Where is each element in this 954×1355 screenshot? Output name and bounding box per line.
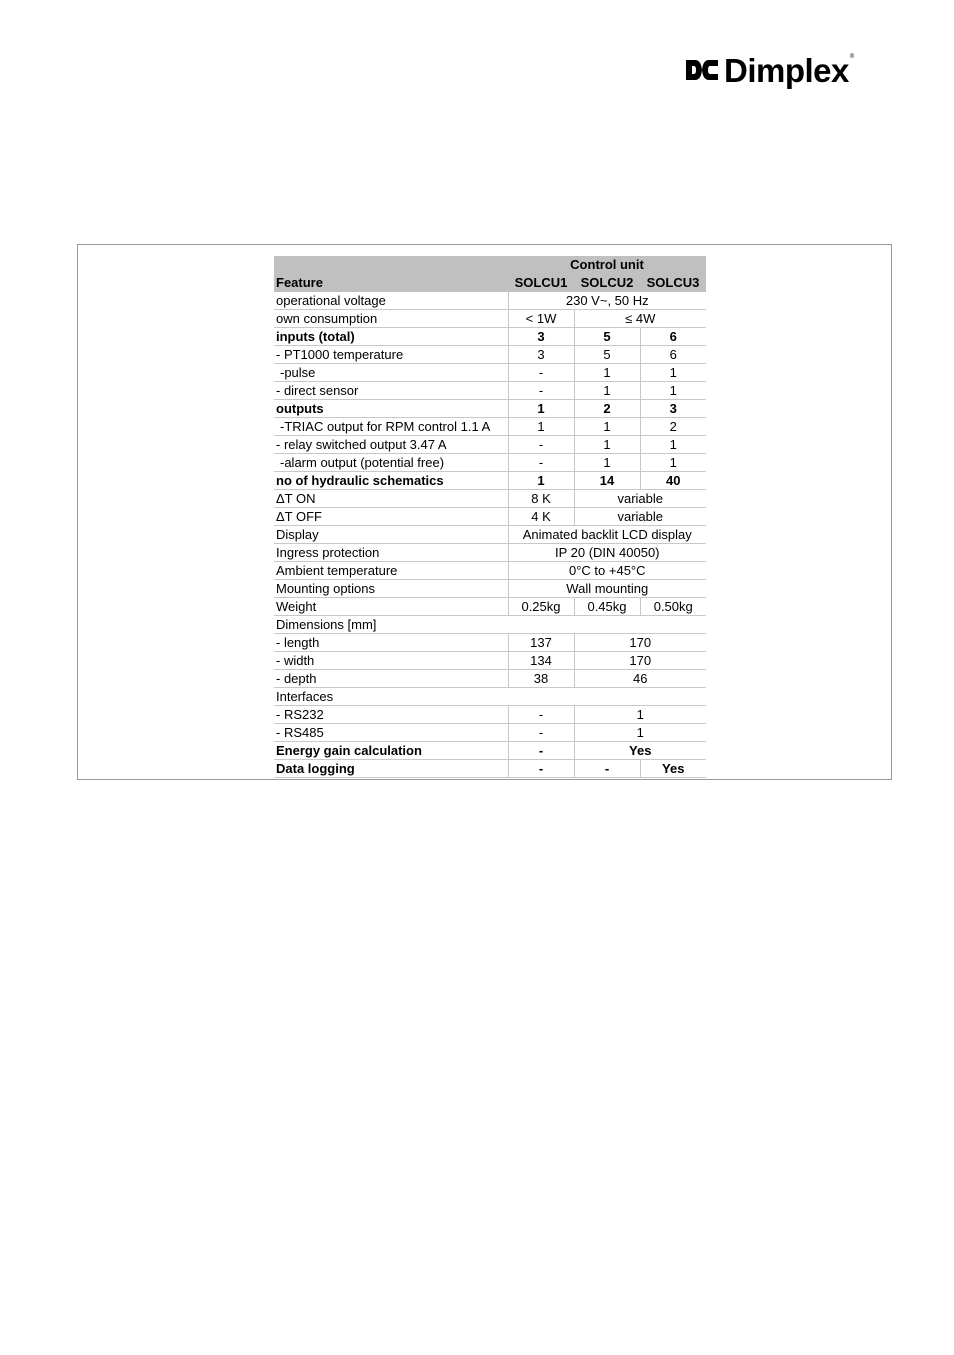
table-row xyxy=(274,724,706,742)
feature-label: Interfaces xyxy=(274,688,706,706)
feature-label: - depth xyxy=(274,670,508,688)
value-cell: ≤ 4W xyxy=(574,310,706,328)
value-cell: < 1W xyxy=(508,310,574,328)
value-cell: 1 xyxy=(574,724,706,742)
control-unit-header: Control unit xyxy=(508,256,706,274)
value-cell: - xyxy=(508,706,574,724)
feature-label: - length xyxy=(274,634,508,652)
feature-label: Display xyxy=(274,526,508,544)
feature-label: Mounting options xyxy=(274,580,508,598)
table-row xyxy=(274,310,706,328)
dimplex-logo-mark-icon xyxy=(684,56,720,84)
table-row xyxy=(274,544,706,562)
table-row xyxy=(274,706,706,724)
feature-label: - relay switched output 3.47 A xyxy=(274,436,508,454)
value-cell: 137 xyxy=(508,634,574,652)
value-cell: 6 xyxy=(640,346,706,364)
trademark-symbol: ® xyxy=(849,54,855,60)
value-cell: IP 20 (DIN 40050) xyxy=(508,544,706,562)
value-cell: - xyxy=(508,742,574,760)
value-cell: 170 xyxy=(574,652,706,670)
feature-label: Energy gain calculation xyxy=(274,742,508,760)
spec-table-frame xyxy=(77,244,892,780)
model-header-solcu2: SOLCU2 xyxy=(574,274,640,292)
value-cell: 1 xyxy=(640,364,706,382)
feature-label: - PT1000 temperature xyxy=(274,346,508,364)
feature-label: - direct sensor xyxy=(274,382,508,400)
feature-label: ΔT ON xyxy=(274,490,508,508)
table-row xyxy=(274,616,706,634)
table-row xyxy=(274,490,706,508)
value-cell: 2 xyxy=(640,418,706,436)
value-cell: 0.45kg xyxy=(574,598,640,616)
value-cell: 40 xyxy=(640,472,706,490)
value-cell: - xyxy=(508,454,574,472)
value-cell: 6 xyxy=(640,328,706,346)
table-row xyxy=(274,742,706,760)
value-cell: 14 xyxy=(574,472,640,490)
value-cell: - xyxy=(508,382,574,400)
table-row xyxy=(274,634,706,652)
header-blank-cell xyxy=(274,256,508,274)
value-cell: Wall mounting xyxy=(508,580,706,598)
value-cell: 1 xyxy=(574,706,706,724)
value-cell: - xyxy=(508,760,574,778)
value-cell: 8 K xyxy=(508,490,574,508)
value-cell: 1 xyxy=(574,436,640,454)
table-row xyxy=(274,526,706,544)
value-cell: 3 xyxy=(508,346,574,364)
table-row xyxy=(274,436,706,454)
feature-label: ΔT OFF xyxy=(274,508,508,526)
feature-label: Ambient temperature xyxy=(274,562,508,580)
feature-label: -alarm output (potential free) xyxy=(274,454,508,472)
value-cell: 46 xyxy=(574,670,706,688)
value-cell: 1 xyxy=(640,454,706,472)
value-cell: - xyxy=(508,436,574,454)
feature-label: - width xyxy=(274,652,508,670)
table-row xyxy=(274,688,706,706)
value-cell: 2 xyxy=(574,400,640,418)
value-cell: 1 xyxy=(574,382,640,400)
value-cell: 1 xyxy=(640,382,706,400)
value-cell: 1 xyxy=(574,418,640,436)
table-row xyxy=(274,346,706,364)
table-row xyxy=(274,670,706,688)
table-row xyxy=(274,508,706,526)
spec-table-body xyxy=(274,256,706,778)
dimplex-logo xyxy=(684,50,854,90)
table-row xyxy=(274,562,706,580)
feature-label: -TRIAC output for RPM control 1.1 A xyxy=(274,418,508,436)
value-cell: Yes xyxy=(574,742,706,760)
table-row xyxy=(274,472,706,490)
feature-label: -pulse xyxy=(274,364,508,382)
table-row xyxy=(274,598,706,616)
value-cell: 1 xyxy=(508,418,574,436)
feature-label: Weight xyxy=(274,598,508,616)
value-cell: 1 xyxy=(508,472,574,490)
value-cell: 170 xyxy=(574,634,706,652)
value-cell: - xyxy=(574,760,640,778)
value-cell: 1 xyxy=(574,454,640,472)
table-row xyxy=(274,328,706,346)
value-cell: 1 xyxy=(640,436,706,454)
feature-label: outputs xyxy=(274,400,508,418)
table-group-header-row xyxy=(274,256,706,274)
brand-name: Dimplex xyxy=(724,51,849,89)
value-cell: variable xyxy=(574,508,706,526)
feature-label: own consumption xyxy=(274,310,508,328)
model-header-solcu1: SOLCU1 xyxy=(508,274,574,292)
value-cell: 3 xyxy=(640,400,706,418)
value-cell: variable xyxy=(574,490,706,508)
feature-label: no of hydraulic schematics xyxy=(274,472,508,490)
feature-label: - RS232 xyxy=(274,706,508,724)
table-row xyxy=(274,760,706,778)
table-row xyxy=(274,580,706,598)
feature-label: inputs (total) xyxy=(274,328,508,346)
value-cell: 4 K xyxy=(508,508,574,526)
value-cell: 1 xyxy=(574,364,640,382)
value-cell: 0.50kg xyxy=(640,598,706,616)
feature-label: operational voltage xyxy=(274,292,508,310)
value-cell: 1 xyxy=(508,400,574,418)
value-cell: Animated backlit LCD display xyxy=(508,526,706,544)
value-cell: 5 xyxy=(574,346,640,364)
feature-label: Data logging xyxy=(274,760,508,778)
value-cell: - xyxy=(508,364,574,382)
value-cell: 230 V~, 50 Hz xyxy=(508,292,706,310)
table-row xyxy=(274,400,706,418)
feature-label: Dimensions [mm] xyxy=(274,616,706,634)
value-cell: 134 xyxy=(508,652,574,670)
value-cell: 3 xyxy=(508,328,574,346)
table-row xyxy=(274,652,706,670)
feature-header: Feature xyxy=(274,274,508,292)
value-cell: Yes xyxy=(640,760,706,778)
model-header-solcu3: SOLCU3 xyxy=(640,274,706,292)
table-row xyxy=(274,292,706,310)
value-cell: 0.25kg xyxy=(508,598,574,616)
table-row xyxy=(274,364,706,382)
feature-label: Ingress protection xyxy=(274,544,508,562)
table-row xyxy=(274,454,706,472)
value-cell: 38 xyxy=(508,670,574,688)
table-row xyxy=(274,382,706,400)
spec-table xyxy=(274,256,706,778)
feature-label: - RS485 xyxy=(274,724,508,742)
table-row xyxy=(274,418,706,436)
table-header-row xyxy=(274,274,706,292)
value-cell: 5 xyxy=(574,328,640,346)
value-cell: - xyxy=(508,724,574,742)
value-cell: 0°C to +45°C xyxy=(508,562,706,580)
